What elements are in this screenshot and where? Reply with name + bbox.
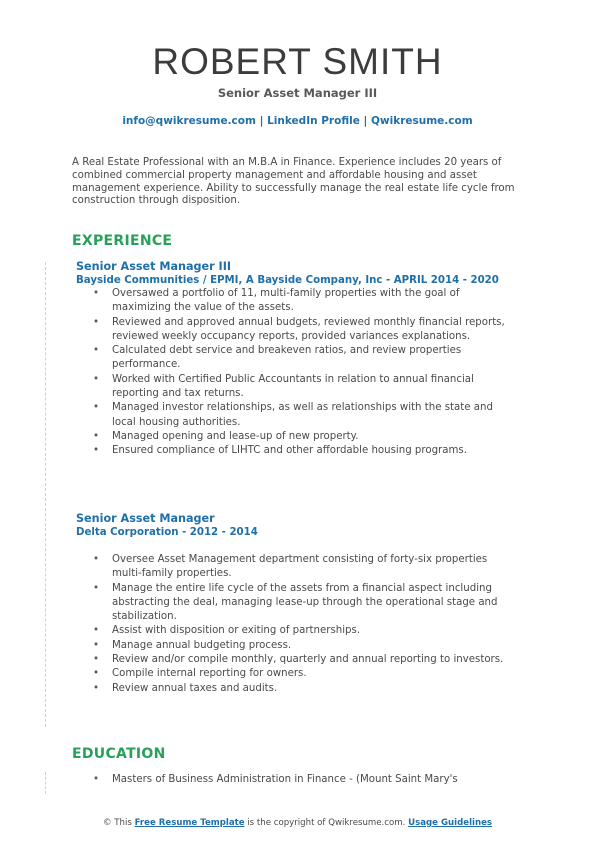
resume-name: ROBERT SMITH [152, 41, 443, 82]
bullet-item: • Ensured compliance of LIHTC and other affordable housing programs. [76, 444, 506, 458]
section-title-experience: EXPERIENCE [72, 233, 173, 249]
summary-paragraph: A Real Estate Professional with an M.B.A in Finance. Experience includes 20 years of combined commercial property management and affordable housing and asset management experience. Ability to successfully manage the real estate life cycle from construction through disposition. [72, 157, 515, 207]
bullet-item: • Assist with disposition or exiting of partnerships. [76, 624, 506, 638]
free-resume-template-link[interactable]: Free Resume Template [134, 818, 245, 828]
job-bullets [76, 287, 506, 459]
contact-separator: | [259, 115, 264, 127]
email-link[interactable]: info@qwikresume.com [122, 115, 256, 127]
bullet-item: • Review and/or compile monthly, quarterly and annual reporting to investors. [76, 653, 506, 667]
job-company: Bayside Communities / EPMI, A Bayside Company, Inc - [76, 275, 391, 286]
bullet-item: • Review annual taxes and audits. [76, 682, 506, 696]
bullet-item: • Calculated debt service and breakeven ratios, and review properties performance. [76, 344, 506, 373]
footer-copyright: is the copyright of Qwikresume.com. [247, 818, 406, 828]
job-company: Delta Corporation - [76, 527, 187, 538]
experience-timeline-line [45, 262, 46, 727]
bullet-item: • Manage the entire life cycle of the assets from a financial aspect including abstracting the deal, managing lease-up through the operational stage and stabilization. [76, 582, 506, 625]
job-company-line [76, 274, 506, 287]
job-dates: APRIL 2014 - 2020 [393, 275, 499, 286]
bullet-item: • Managed investor relationships, as well as relationships with the state and local housing authorities. [76, 401, 506, 430]
education-timeline-line [45, 772, 46, 794]
job-company-line [76, 526, 506, 539]
job-entry [76, 512, 506, 696]
website-link[interactable]: Qwikresume.com [370, 115, 473, 127]
bullet-item: • Manage annual budgeting process. [76, 639, 506, 653]
usage-guidelines-link[interactable]: Usage Guidelines [408, 818, 493, 828]
bullet-item: • Worked with Certified Public Accountants in relation to annual financial reporting and tax returns. [76, 373, 506, 402]
contact-separator: | [363, 115, 368, 127]
education-entry [76, 773, 506, 787]
job-entry [76, 260, 506, 459]
bullet-item: • Oversawed a portfolio of 11, multi-family properties with the goal of maximizing the value of the assets. [76, 287, 506, 316]
resume-subtitle: Senior Asset Manager III [217, 86, 378, 100]
bullet-item: • Oversee Asset Management department consisting of forty-six properties multi-family properties. [76, 553, 506, 582]
job-title: Senior Asset Manager [76, 512, 215, 525]
contact-line [0, 115, 595, 127]
section-title-education: EDUCATION [72, 746, 166, 762]
bullet-item: • Masters of Business Administration in Finance - (Mount Saint Mary's [76, 773, 506, 787]
job-dates: 2012 - 2014 [189, 527, 258, 538]
linkedin-link[interactable]: LinkedIn Profile [267, 115, 360, 127]
bullet-item: • Managed opening and lease-up of new property. [76, 430, 506, 444]
bullet-item: • Reviewed and approved annual budgets, reviewed monthly financial reports, reviewed weekly occupancy reports, provided variances explanations. [76, 316, 506, 345]
footer-prefix: © This [102, 818, 132, 828]
job-bullets [76, 553, 506, 696]
job-title: Senior Asset Manager III [76, 260, 232, 273]
bullet-item: • Compile internal reporting for owners. [76, 667, 506, 681]
footer [0, 818, 595, 828]
education-bullets [76, 773, 506, 787]
